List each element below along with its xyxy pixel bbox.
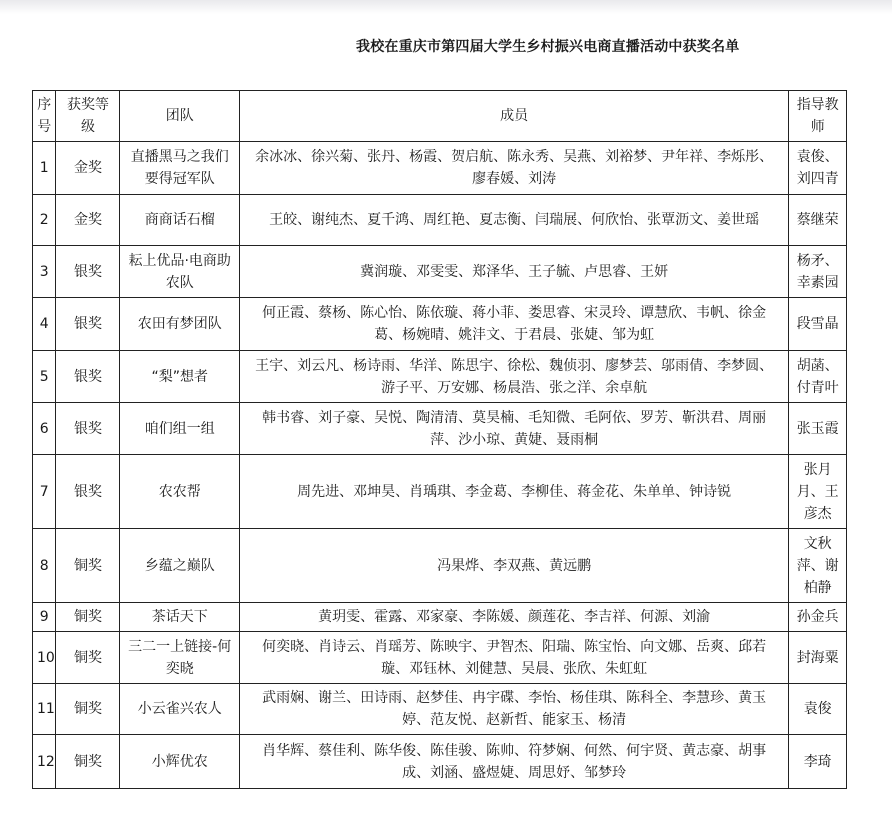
cell-team: 商商话石榴 (120, 195, 239, 246)
cell-team: 农田有梦团队 (120, 298, 239, 351)
header-members: 成员 (239, 91, 788, 142)
cell-advisor: 袁俊、刘四青 (789, 142, 847, 195)
table-row (33, 298, 847, 351)
cell-level: 银奖 (56, 246, 120, 298)
cell-no: 4 (33, 298, 56, 351)
cell-team: 耘上优品·电商助农队 (120, 246, 239, 298)
cell-advisor: 封海粟 (789, 632, 847, 684)
table-row (33, 735, 847, 789)
window-top-bar (0, 0, 892, 14)
cell-members: 武雨娴、谢兰、田诗雨、赵梦佳、冉宇碟、李怡、杨佳琪、陈科全、李慧珍、黄玉婷、范友悦、赵新哲、能家玉、杨清 (239, 684, 788, 735)
header-team: 团队 (120, 91, 239, 142)
cell-level: 铜奖 (56, 529, 120, 603)
cell-advisor: 文秋萍、谢柏静 (789, 529, 847, 603)
cell-level: 铜奖 (56, 603, 120, 632)
cell-level: 金奖 (56, 142, 120, 195)
cell-no: 3 (33, 246, 56, 298)
cell-level: 铜奖 (56, 735, 120, 789)
cell-members: 王皎、谢纯杰、夏千鸿、周红艳、夏志衡、闫瑞展、何欣怡、张覃沥文、姜世瑶 (239, 195, 788, 246)
table-row (33, 529, 847, 603)
table-row (33, 684, 847, 735)
cell-level: 银奖 (56, 455, 120, 529)
table-row (33, 455, 847, 529)
cell-advisor: 孙金兵 (789, 603, 847, 632)
cell-team: 小辉优农 (120, 735, 239, 789)
cell-team: “梨”想者 (120, 351, 239, 403)
cell-advisor: 袁俊 (789, 684, 847, 735)
cell-advisor: 张月月、王彦杰 (789, 455, 847, 529)
cell-no: 5 (33, 351, 56, 403)
cell-team: 茶话天下 (120, 603, 239, 632)
cell-no: 12 (33, 735, 56, 789)
header-no: 序号 (33, 91, 56, 142)
cell-no: 11 (33, 684, 56, 735)
table-header-row (33, 91, 847, 142)
table-row (33, 142, 847, 195)
cell-no: 9 (33, 603, 56, 632)
cell-no: 6 (33, 403, 56, 455)
cell-team: 小云雀兴农人 (120, 684, 239, 735)
table-row (33, 246, 847, 298)
cell-no: 10 (33, 632, 56, 684)
cell-level: 铜奖 (56, 632, 120, 684)
cell-no: 8 (33, 529, 56, 603)
table-row (33, 403, 847, 455)
cell-team: 咱们组一组 (120, 403, 239, 455)
cell-members: 韩书睿、刘子豪、吴悦、陶清清、莫昊楠、毛知微、毛阿依、罗芳、靳洪君、周丽萍、沙小琼、黄婕、聂雨桐 (239, 403, 788, 455)
cell-team: 农农帮 (120, 455, 239, 529)
cell-members: 黄玥雯、霍露、邓家豪、李陈媛、颜莲花、李吉祥、何源、刘渝 (239, 603, 788, 632)
table-row (33, 603, 847, 632)
cell-team: 乡蕴之巅队 (120, 529, 239, 603)
cell-team: 三二一上链接-何奕晓 (120, 632, 239, 684)
cell-members: 何正霞、蔡杨、陈心怡、陈依璇、蒋小菲、娄思睿、宋灵玲、谭慧欣、韦帆、徐金葛、杨婉晴、姚沣文、于君晨、张婕、邹为虹 (239, 298, 788, 351)
cell-no: 2 (33, 195, 56, 246)
cell-advisor: 胡菡、付青叶 (789, 351, 847, 403)
cell-members: 肖华辉、蔡佳利、陈华俊、陈佳骏、陈帅、符梦娴、何然、何宇贤、黄志豪、胡事成、刘涵、盛煜婕、周思妤、邹梦玲 (239, 735, 788, 789)
cell-members: 冀润璇、邓雯雯、郑泽华、王子毓、卢思睿、王妍 (239, 246, 788, 298)
cell-level: 银奖 (56, 403, 120, 455)
cell-level: 铜奖 (56, 684, 120, 735)
cell-members: 周先进、邓坤昊、肖瑀琪、李金葛、李柳佳、蒋金花、朱单单、钟诗锐 (239, 455, 788, 529)
cell-advisor: 张玉霞 (789, 403, 847, 455)
table-row (33, 195, 847, 246)
cell-members: 王宇、刘云凡、杨诗雨、华洋、陈思宇、徐松、魏侦羽、廖梦芸、邬雨倩、李梦圆、游子平、万安娜、杨晨浩、张之洋、余卓航 (239, 351, 788, 403)
cell-no: 7 (33, 455, 56, 529)
cell-team: 直播黑马之我们要得冠军队 (120, 142, 239, 195)
cell-advisor: 杨矛、幸素园 (789, 246, 847, 298)
table-row (33, 632, 847, 684)
cell-no: 1 (33, 142, 56, 195)
award-table (32, 90, 847, 789)
cell-advisor: 段雪晶 (789, 298, 847, 351)
header-level: 获奖等级 (56, 91, 120, 142)
cell-advisor: 李琦 (789, 735, 847, 789)
page-title: 我校在重庆市第四届大学生乡村振兴电商直播活动中获奖名单 (356, 39, 740, 55)
table-row (33, 351, 847, 403)
cell-level: 金奖 (56, 195, 120, 246)
cell-level: 银奖 (56, 298, 120, 351)
cell-advisor: 蔡继荣 (789, 195, 847, 246)
cell-members: 冯果烨、李双燕、黄远鹏 (239, 529, 788, 603)
cell-members: 何奕晓、肖诗云、肖瑶芳、陈映宇、尹智杰、阳瑞、陈宝怡、向文娜、岳爽、邱若璇、邓钰林、刘健慧、吴晨、张欣、朱虹虹 (239, 632, 788, 684)
cell-members: 余冰冰、徐兴菊、张丹、杨霞、贺启航、陈永秀、吴燕、刘裕梦、尹年祥、李烁彤、廖春媛、刘涛 (239, 142, 788, 195)
cell-level: 银奖 (56, 351, 120, 403)
header-advisor: 指导教师 (789, 91, 847, 142)
